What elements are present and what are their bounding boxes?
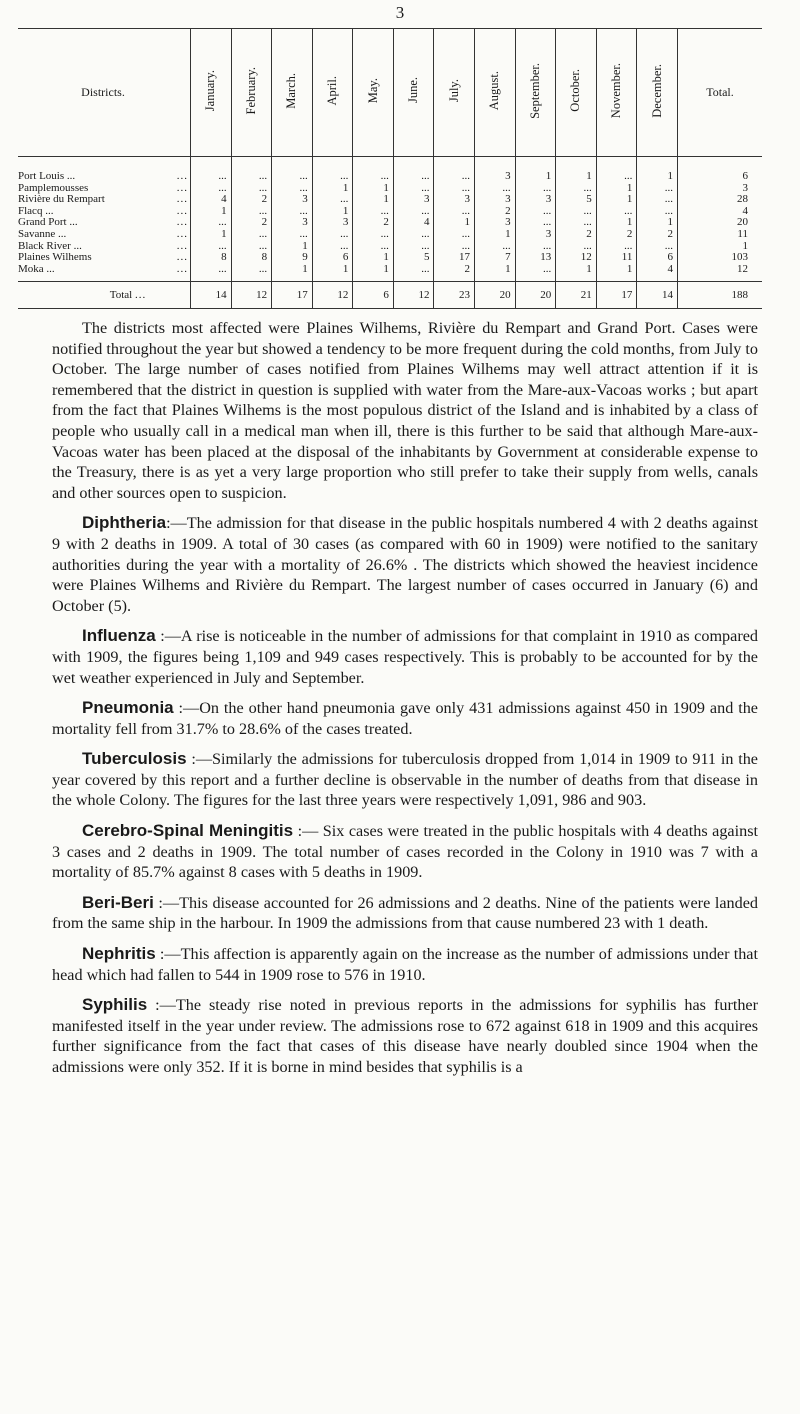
table-cell: ... <box>556 241 597 253</box>
month-header: July. <box>434 29 475 157</box>
table-cell: 3 <box>272 194 313 206</box>
table-cell: 1 <box>556 264 597 282</box>
paragraph-influenza: Influenza :—A rise is noticeable in the number of admissions for that complaint in 1910 as compared with 1909, the figures being 1,109 and 949 cases respectively. This is probably to be accounted for by the wet weather experienced in July and September. <box>52 626 758 687</box>
table-cell: 12 <box>231 282 272 309</box>
table-cell: 14 <box>191 282 232 309</box>
district-month-table <box>18 28 762 309</box>
table-cell: ... <box>272 206 313 218</box>
table-cell: ... <box>191 241 232 253</box>
heading-nephritis: Nephritis <box>82 944 156 964</box>
table-cell: ... <box>272 183 313 195</box>
table-cell: 1 <box>596 183 637 195</box>
table-cell: ... <box>272 157 313 183</box>
table-row <box>18 217 762 229</box>
table-cell: 8 <box>191 252 232 264</box>
table-cell: 1 <box>637 217 678 229</box>
table-cell: ... <box>191 157 232 183</box>
table-cell: 11 <box>596 252 637 264</box>
table-cell: 4 <box>191 194 232 206</box>
table-cell-total: 12 <box>678 264 763 282</box>
table-cell: ... <box>637 194 678 206</box>
table-cell: 12 <box>556 252 597 264</box>
month-header: June. <box>393 29 434 157</box>
table-cell: 1 <box>637 157 678 183</box>
table-cell: 3 <box>475 194 516 206</box>
table-cell: 4 <box>393 217 434 229</box>
table-cell: 2 <box>434 264 475 282</box>
month-header: January. <box>191 29 232 157</box>
table-cell: ... <box>515 217 556 229</box>
table-cell-total: 1 <box>678 241 763 253</box>
month-header: March. <box>272 29 313 157</box>
table-cell: 1 <box>556 157 597 183</box>
table-cell: 4 <box>637 264 678 282</box>
table-cell: ... <box>231 183 272 195</box>
table-row <box>18 241 762 253</box>
table-cell: 1 <box>191 206 232 218</box>
table-cell: ... <box>596 157 637 183</box>
heading-beriberi: Beri-Beri <box>82 892 154 912</box>
table-cell: 3 <box>475 217 516 229</box>
table-cell: ... <box>231 264 272 282</box>
month-header: May. <box>353 29 394 157</box>
districts-header: Districts. <box>18 29 191 157</box>
paragraph-syphilis: Syphilis :—The steady rise noted in previous reports in the admissions for syphilis has further manifested itself in the year under review. The admissions rose to 672 against 618 in 1909 and this acquires further significance from the fact that cases of this disease have nearly doubled since 1904 when the admissions were only 352. If it is borne in mind besides that syphilis is a <box>52 995 758 1076</box>
table-cell: 6 <box>637 252 678 264</box>
table-cell: ... <box>434 183 475 195</box>
table-cell: 17 <box>272 282 313 309</box>
district-name: Port Louis ... ... <box>18 170 188 182</box>
table-cell: 2 <box>596 229 637 241</box>
table-cell-total: 3 <box>678 183 763 195</box>
month-header: November. <box>596 29 637 157</box>
month-header: December. <box>637 29 678 157</box>
table-cell-total: 103 <box>678 252 763 264</box>
table-cell: ... <box>475 183 516 195</box>
month-header: September. <box>515 29 556 157</box>
table-header-row <box>18 29 762 157</box>
table-cell: ... <box>231 241 272 253</box>
table-row <box>18 264 762 282</box>
table-cell: 20 <box>475 282 516 309</box>
table-cell: ... <box>393 264 434 282</box>
table-cell: 1 <box>475 229 516 241</box>
table-cell: 3 <box>393 194 434 206</box>
table-cell: 20 <box>515 282 556 309</box>
table-cell: 1 <box>353 264 394 282</box>
table-cell: ... <box>312 241 353 253</box>
table-row <box>18 252 762 264</box>
table-cell: ... <box>191 264 232 282</box>
table-cell: 2 <box>556 229 597 241</box>
table-row <box>18 183 762 195</box>
total-label: Total ... <box>18 282 191 309</box>
table-cell: 1 <box>272 241 313 253</box>
table-cell: 1 <box>596 194 637 206</box>
table-cell: 1 <box>312 183 353 195</box>
table-cell: 1 <box>434 217 475 229</box>
table-cell: 1 <box>272 264 313 282</box>
table-cell: ... <box>596 206 637 218</box>
table-cell: 6 <box>312 252 353 264</box>
paragraph-districts: The districts most affected were Plaines Wilhems, Rivière du Rempart and Grand Port. Cases were notified throughout the year but showed a tendency to be more frequent during the cold months, from July to October. The large number of cases notified from Plaines Wilhems may well attract attention if it is remembered that the district in question is supplied with water from the Mare-aux-Vacoas works ; but apart from the fact that Plaines Wilhems is the most populous district of the Island and is inhabited by a class of people who usually call in a medical man when ill, there is this further to be said that although Mare-aux-Vacoas water has been placed at the disposal of the inhabitants by Government at considerable expense to the Treasury, there is as yet a very large proportion who still prefer to take their supply from wells, canals and other sources open to suspicion. <box>52 319 758 502</box>
table-cell: ... <box>434 206 475 218</box>
heading-meningitis: Cerebro-Spinal Meningitis <box>82 821 294 841</box>
month-header: February. <box>231 29 272 157</box>
table-cell: ... <box>312 157 353 183</box>
table-cell: 3 <box>312 217 353 229</box>
table-cell: 5 <box>393 252 434 264</box>
table-cell: 1 <box>515 157 556 183</box>
table-cell: 17 <box>434 252 475 264</box>
table-cell: 3 <box>475 157 516 183</box>
table-cell: ... <box>231 157 272 183</box>
total-header: Total. <box>678 29 763 157</box>
table-cell: 6 <box>353 282 394 309</box>
table-cell: ... <box>393 183 434 195</box>
table-cell: 1 <box>596 217 637 229</box>
table-cell: 17 <box>596 282 637 309</box>
month-header: October. <box>556 29 597 157</box>
table-cell-total: 188 <box>678 282 763 309</box>
table-cell: ... <box>393 157 434 183</box>
table-cell-total: 4 <box>678 206 763 218</box>
paragraph-pneumonia: Pneumonia :—On the other hand pneumonia gave only 431 admissions against 450 in 1909 and the mortality fell from 31.7% to 28.6% of the cases treated. <box>52 698 758 738</box>
table-cell: 2 <box>637 229 678 241</box>
table-cell: 1 <box>312 264 353 282</box>
month-header: April. <box>312 29 353 157</box>
table-cell: 13 <box>515 252 556 264</box>
table-cell: ... <box>637 206 678 218</box>
table-cell: ... <box>556 206 597 218</box>
heading-diphtheria: Diphtheria <box>82 513 167 533</box>
paragraph-meningitis: Cerebro-Spinal Meningitis :— Six cases were treated in the public hospitals with 4 deaths against 3 cases and 2 deaths in 1909. The total number of cases recorded in the Colony in 1910 was 7 with a mortality of 85.7% against 8 cases with 5 deaths in 1909. <box>52 821 758 882</box>
table-cell-total: 20 <box>678 217 763 229</box>
page-number: 3 <box>395 3 405 22</box>
paragraph-beriberi: Beri-Beri :—This disease accounted for 26 admissions and 2 deaths. Nine of the patients were landed from the same ship in the harbour. In 1909 the admissions from that cause numbered 23 with 1 death. <box>52 892 758 933</box>
district-name: Rivière du Rempart ... <box>18 193 188 206</box>
table-cell: ... <box>434 229 475 241</box>
table-cell: ... <box>434 157 475 183</box>
table-cell: 1 <box>596 264 637 282</box>
district-name: Plaines Wilhems ... <box>18 251 188 264</box>
table-cell: ... <box>596 241 637 253</box>
heading-tuberculosis: Tuberculosis <box>82 749 187 769</box>
table-cell: 3 <box>515 194 556 206</box>
table-cell: 12 <box>393 282 434 309</box>
table-cell: ... <box>231 229 272 241</box>
table-cell: ... <box>393 206 434 218</box>
table-cell-total: 6 <box>678 157 763 183</box>
table-cell: 2 <box>231 217 272 229</box>
paragraph-nephritis: Nephritis :—This affection is apparently again on the increase as the number of admissions under that head which had fallen to 544 in 1909 rose to 576 in 1910. <box>52 944 758 984</box>
table-cell: 5 <box>556 194 597 206</box>
table-cell: 1 <box>475 264 516 282</box>
table-cell: ... <box>191 183 232 195</box>
table-cell: 2 <box>475 206 516 218</box>
table-cell: ... <box>231 206 272 218</box>
district-name: Savanne ... ... <box>18 227 188 240</box>
table-cell: 1 <box>353 252 394 264</box>
district-name: Flacq ... ... <box>18 204 188 217</box>
table-cell: ... <box>475 241 516 253</box>
table-row <box>18 229 762 241</box>
table-cell: 8 <box>231 252 272 264</box>
table-cell: 2 <box>353 217 394 229</box>
paragraph-tuberculosis: Tuberculosis :—Similarly the admissions for tuberculosis dropped from 1,014 in 1909 to 911 in the year covered by this report and a further decline is observable in the number of deaths from that disease in the whole Colony. The figures for the last three years were respectively 1,091, 986 and 903. <box>52 749 758 810</box>
table-cell: ... <box>272 229 313 241</box>
heading-pneumonia: Pneumonia <box>82 698 174 718</box>
report-body <box>52 318 758 1088</box>
table-cell: ... <box>353 241 394 253</box>
table-cell: ... <box>434 241 475 253</box>
district-name: Black River ... ... <box>18 239 188 252</box>
district-name: Pamplemousses ... <box>18 181 188 194</box>
table-cell: 3 <box>272 217 313 229</box>
table-row <box>18 194 762 206</box>
table-cell: 1 <box>191 229 232 241</box>
table-cell: ... <box>515 206 556 218</box>
table-cell: 1 <box>312 206 353 218</box>
table-cell: 3 <box>434 194 475 206</box>
table-cell: ... <box>515 183 556 195</box>
table-cell: ... <box>312 194 353 206</box>
table-cell: ... <box>353 206 394 218</box>
table-cell: 2 <box>231 194 272 206</box>
heading-syphilis: Syphilis <box>82 995 148 1015</box>
month-header: August. <box>475 29 516 157</box>
table-cell: ... <box>191 217 232 229</box>
district-name: Moka ... ... <box>18 262 188 275</box>
table-cell: 12 <box>312 282 353 309</box>
heading-influenza: Influenza <box>82 626 156 646</box>
table-cell-total: 11 <box>678 229 763 241</box>
table-cell: 9 <box>272 252 313 264</box>
table-row <box>18 157 762 183</box>
table-cell: ... <box>393 241 434 253</box>
table-cell: ... <box>637 183 678 195</box>
table-cell: 3 <box>515 229 556 241</box>
table-cell: ... <box>637 241 678 253</box>
district-name: Grand Port ... ... <box>18 216 188 229</box>
table-cell: 1 <box>353 194 394 206</box>
table-cell: ... <box>353 229 394 241</box>
table-cell-total: 28 <box>678 194 763 206</box>
table-cell: ... <box>353 157 394 183</box>
table-row <box>18 206 762 218</box>
table-cell: ... <box>312 229 353 241</box>
table-total-row <box>18 282 762 309</box>
table-cell: ... <box>556 217 597 229</box>
table-cell: ... <box>515 264 556 282</box>
paragraph-diphtheria: Diphtheria:—The admission for that disease in the public hospitals numbered 4 with 2 deaths against 9 with 2 deaths in 1909. A total of 30 cases (as compared with 60 in 1909) were notified to the sanitary authorities during the year with a mortality of 26.6% . The districts which showed the heaviest incidence were Plaines Wilhems and Rivière du Rempart. The largest number of cases occurred in January (6) and October (5). <box>52 513 758 615</box>
table-cell: ... <box>556 183 597 195</box>
table-cell: 7 <box>475 252 516 264</box>
table-cell: ... <box>515 241 556 253</box>
table-cell: 1 <box>353 183 394 195</box>
table-cell: ... <box>393 229 434 241</box>
table-cell: 23 <box>434 282 475 309</box>
table-cell: 14 <box>637 282 678 309</box>
table-cell: 21 <box>556 282 597 309</box>
